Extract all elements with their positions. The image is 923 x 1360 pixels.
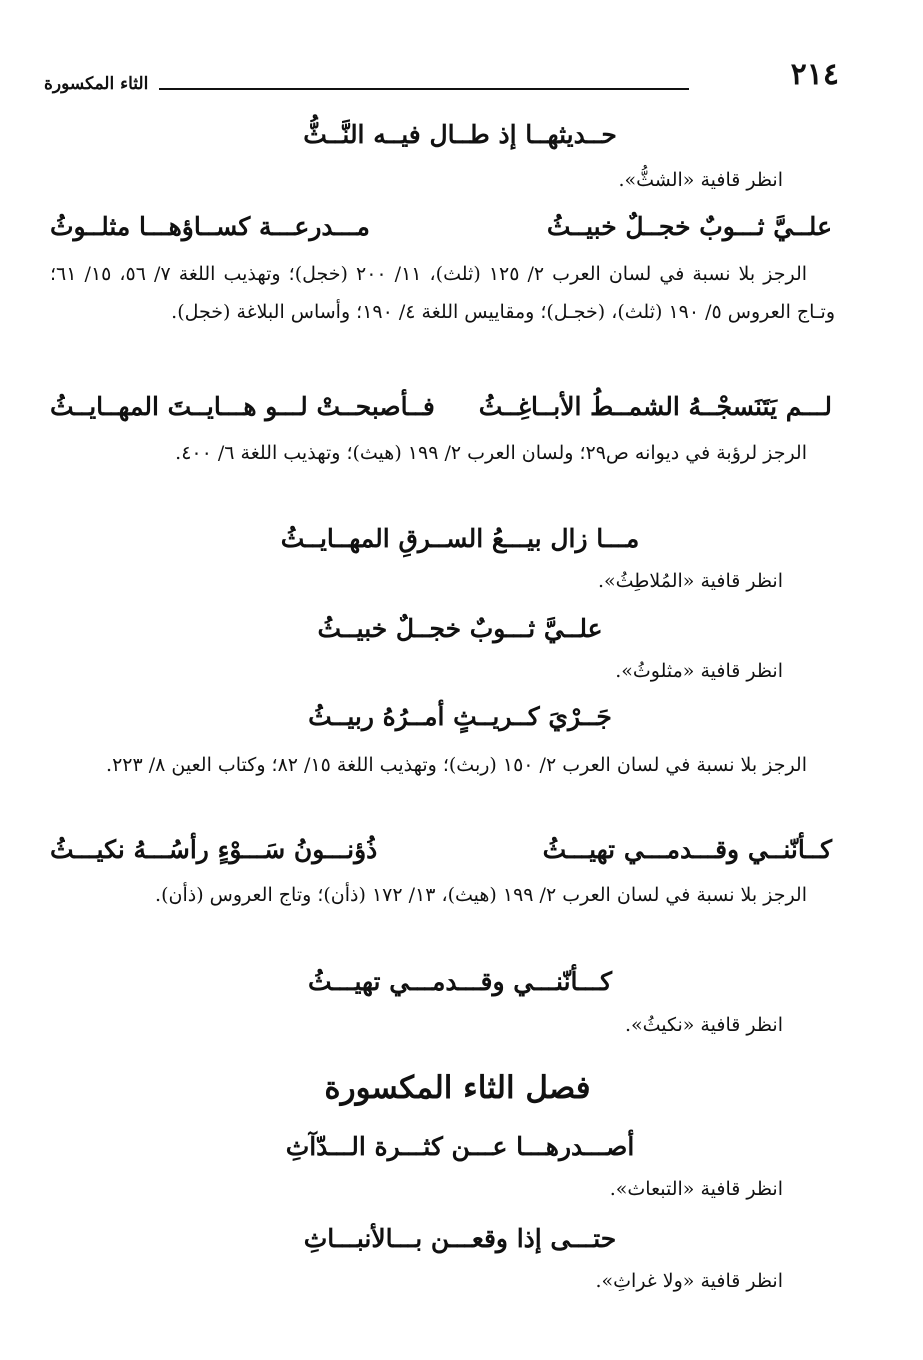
- source-note: الرجز بلا نسبة في لسان العرب ٢/ ١٥٠ (ربث)؛ وتهذيب اللغة ١٥/ ٨٢؛ وكتاب العين ٨/ ٢٢٣.: [106, 754, 807, 776]
- verse-couplet: [50, 832, 832, 868]
- verse-line: كـــأنّنـــي وقـــدمـــي تهيـــثُ: [307, 967, 613, 996]
- verse-line: أصـــدرهـــا عـــن كثـــرة الـــدّآثِ: [285, 1132, 635, 1161]
- section-title: فصل الثاء المكسورة: [324, 1070, 591, 1106]
- verse-line: جَــرْيَ كــريــثٍ أمــرُهُ ربيــثُ: [308, 702, 612, 731]
- verse-couplet: [50, 209, 832, 245]
- verse-first-hemistich: لـــم يَتَنَسجْــهُ الشمــطُ الأبــاغِــثُ: [478, 392, 832, 421]
- cross-reference: انظر قافية «الشثُّ».: [618, 169, 783, 191]
- cross-reference: انظر قافية «مثلوثُ».: [615, 660, 783, 682]
- verse-line: حتـــى إذا وقعـــن بـــالأنبـــاثِ: [303, 1224, 617, 1253]
- verse-second-hemistich: مـــدرعـــة كســاؤهـــا مثلــوثُ: [50, 212, 370, 241]
- source-note: الرجز لرؤبة في ديوانه ص٢٩؛ ولسان العرب ٢/ ١٩٩ (هيث)؛ وتهذيب اللغة ٦/ ٤٠٠.: [175, 442, 807, 464]
- source-note: الرجز بلا نسبة في لسان العرب ٢/ ١٢٥ (ثلث)، ١١/ ٢٠٠ (خجل)؛ وتهذيب اللغة ٧/ ٥٦، ١٥/ ٦١؛ وتـاج العروس ٥/ ١٩٠ (ثلث)، (خجـل)؛ ومقاييس اللغة ٤/ ١٩٠؛ وأساس البلاغة (خجل).: [50, 263, 835, 323]
- source-note: الرجز بلا نسبة في لسان العرب ٢/ ١٩٩ (هيث)، ١٣/ ١٧٢ (ذأن)؛ وتاج العروس (ذأن).: [155, 884, 807, 906]
- verse-first-hemistich: كــأنّنــي وقـــدمـــي تهيـــثُ: [542, 835, 832, 864]
- verse-line: مـــا زال بيـــعُ الســرقِ المهــايــثُ: [280, 524, 640, 553]
- running-title: الثاء المكسورة: [44, 74, 149, 94]
- header-rule: [159, 88, 689, 90]
- cross-reference: انظر قافية «نكيثُ».: [624, 1014, 783, 1036]
- verse-line: علــيَّ ثـــوبٌ خجــلٌ خبيــثُ: [317, 614, 603, 643]
- verse-second-hemistich: فــأصبحــتْ لـــو هـــايــتَ المهــايــثُ: [50, 392, 435, 421]
- verse-line: حــديثهــا إذ طــال فيــه النَّــثُّ: [303, 120, 617, 149]
- verse-second-hemistich: ذُؤنـــونُ سَـــوْءٍ رأسُـــهُ نكيـــثُ: [50, 835, 378, 864]
- page-header: [44, 58, 839, 102]
- cross-reference: انظر قافية «ولا غراثِ».: [595, 1270, 783, 1292]
- verse-first-hemistich: علــيَّ ثـــوبٌ خجــلٌ خبيــثُ: [546, 212, 832, 241]
- page-number: ٢١٤: [790, 57, 839, 92]
- cross-reference: انظر قافية «التبعاث».: [609, 1178, 783, 1200]
- cross-reference: انظر قافية «المُلاطِثُ».: [597, 570, 783, 592]
- verse-couplet: [50, 389, 832, 425]
